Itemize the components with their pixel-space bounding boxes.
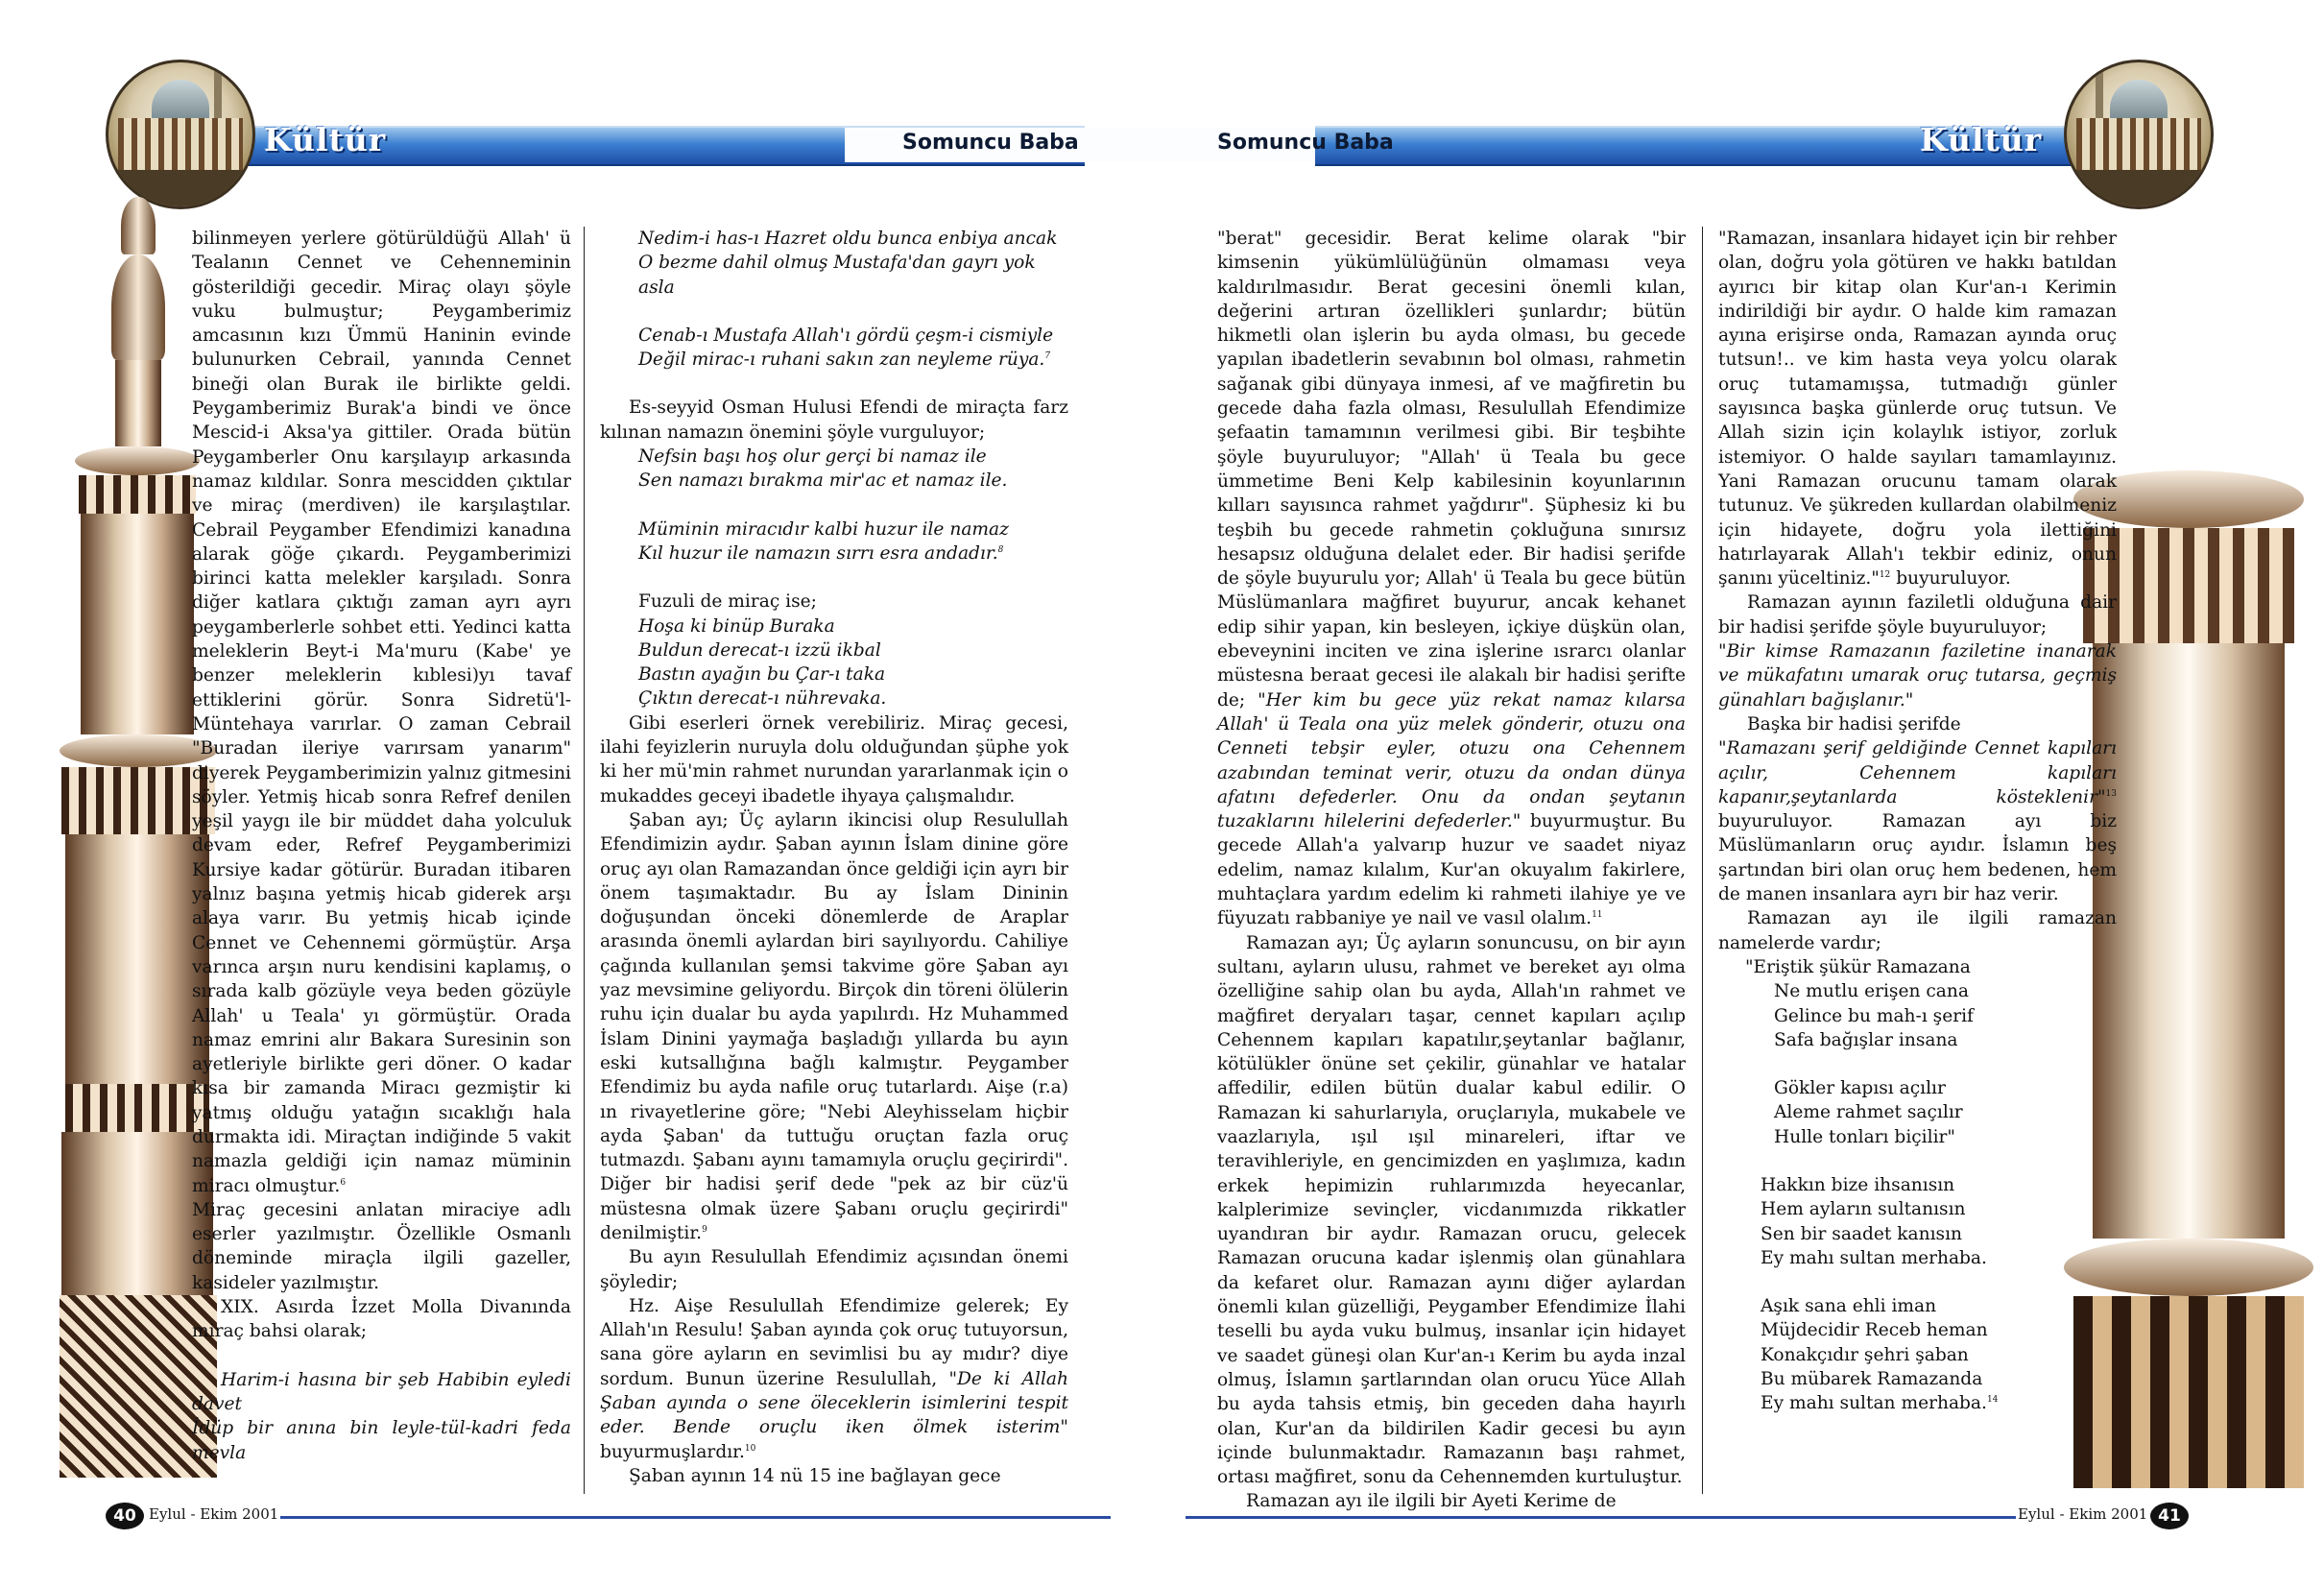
poem-line: Bu mübarek Ramazanda xyxy=(1761,1369,1983,1390)
magazine-name-right: Somuncu Baba xyxy=(1217,131,1394,155)
hadith-quote: "Bir kimse Ramazanın faziletine inanarak ve mükafatını umarak oruç tutarsa, geçmiş günahları bağışlanır." xyxy=(1718,641,2117,710)
poem-line: Gelince bu mah-ı şerif xyxy=(1774,1005,1974,1026)
footnote-mark: 10 xyxy=(744,1443,756,1454)
verse-line: Nedim-i has-ı Hazret oldu bunca enbiya ancak xyxy=(638,229,1058,249)
paragraph-osman-hulusi: Es-seyyid Osman Hulusi Efendi de miraçta farz kılınan namazın önemini şöyle vurguluyor; xyxy=(600,397,1068,443)
issue-date-left: Eylul - Ekim 2001 xyxy=(149,1505,279,1523)
verse-line: Bastın ayağın bu Çar-ı taka xyxy=(638,664,886,686)
text-column-1 xyxy=(192,227,571,1465)
verse-line: Buldun derecat-ı izzü ikbal xyxy=(638,639,881,661)
paragraph-berat-end: buyurmuştur. Bu gecede Allah'a yalvarıp huzur ve saadet niyaz edelim, namaz kılalım, Kur'an okuyalım fakirlere, muhtaçlara yardım edelim ki rahmeti ilahiye ye ve füyuzatı rabbaniye ye nail ve vasıl olalım. xyxy=(1217,811,1686,929)
poem-line: Aşık sana ehli iman xyxy=(1761,1296,1937,1317)
column-divider xyxy=(1702,227,1703,1494)
footnote-mark: 6 xyxy=(340,1177,347,1188)
paragraph-berat: "berat" gecesidir. Berat kelime olarak "bir kimsenin yükümlülüğünün olmaması veya kaldırılmasıdır. Berat gecesini önemli kılan, değerini artıran özellikleri şunlardır; bütün hikmetli olan işlerin bu ayda olması, bu gecede yapılan ibadetlerin sevabının bol olması, rahmetin sağanak gibi dünyaya inmesi, af ve mağfiretin bu gecede daha fazla olması, Resulullah Efendimize şefaatin tamamının verilmesi gibi. Bir teşbihte şöyle buyuruluyor; "Allah' ü Teala bu gece ümmetime Beni Kelp kabilesinin koyunlarının kılları sayısınca rahmet yağdırır". Şüphesiz ki bu teşbih bu gecede rahmetin çokluğuna sınırsız hesapsız olduğuna delalet eder. Bir hadisi şerifde de şöyle buyurulu yor; Allah' ü Teala bu gece bütün Müslümanlara mağfiret buyurur, ancak kehanet edip sihir yapan, kin besleyen, içkiye düşkün olan, ebeveynini inciten ve zina işlerine ısrarcı olanlar müstesna beraat gecesi ile alakalı bir hadisi şerifte de; xyxy=(1217,229,1686,710)
paragraph-miraciye: Miraç gecesini anlatan miraciye adlı eserler yazılmıştır. Özellikle Osmanlı döneminde miraçla ilgili gazeller, kasideler yazılmıştır. xyxy=(192,1199,571,1293)
text-column-4 xyxy=(1718,227,2117,1416)
paragraph-oruc: buyuruluyor. Ramazan ayı biz Müslümanların oruç ayıdır. İslamın beş şartından biri olan oruç hem bedenen, hem de manen insanlara ayrı bir haz verir. xyxy=(1718,811,2117,905)
text-column-3 xyxy=(1217,227,1686,1514)
paragraph-aisha-end: buyurmuşlardır. xyxy=(600,1441,745,1462)
footer-rule-left xyxy=(280,1516,1111,1519)
verse-line: Müminin miracıdır kalbi huzur ile namaz xyxy=(638,518,1009,540)
paragraph-izzet-molla: XIX. Asırda İzzet Molla Divanında miraç bahsi olarak; xyxy=(192,1297,571,1342)
poem-line: Gökler kapısı açılır xyxy=(1774,1078,1946,1099)
poem-line: Ey mahı sultan merhaba. xyxy=(1761,1393,1987,1414)
footnote-mark: 9 xyxy=(702,1224,707,1235)
section-title-left: Kültür xyxy=(264,121,387,158)
paragraph-berat-start: Şaban ayının 14 nü 15 ine bağlayan gece xyxy=(629,1465,1001,1486)
hadith-quote: "Ramazanı şerif geldiğinde Cennet kapıları açılır, Cehennem kapıları kapanır,şeytanlarda kösteklenir" xyxy=(1718,738,2117,807)
verse-intro: Fuzuli de miraç ise; xyxy=(638,591,817,613)
paragraph-ramadan: Ramazan ayı; Üç ayların sonuncusu, on bir ayın sultanı, ayların ulusu, rahmet ve bereket ayı olma özelliğine sahip olan bu ayda, Allah'ın rahmet ve mağfiret deryaları taşar, cennet kapıları açılıp Cehennem kapıları kapatılır,şeytanlar bağlanır, kötülükler önüne set çekilir, günahlar ve hatalar affedilir, edilen bütün dualar kabul edilir. O Ramazan ki sahurlarıyla, oruçlarıyla, mukabele ve vaazlarıyla, ışıl ışıl minareleri, iftar ve teravihleriyle, en gencimizden en yaşlımıza, kadın erkek hepimizin ruhlarımızda heyecanlar, kalplerimize sevinçler, vicdanımızda rikkatler uyandıran bir aydır. Ramazan orucu, gelecek Ramazan orucuna kadar işlenmiş olan günahlara da kefaret olur. Ramazan ayını diğer aylardan önemli kılan güzelliği, Peygamber Efendimize İlahi teselli bu ayda vuku bulmuş, insanlar için hidayet ve saadet güneşi olan Kur'an-ı Kerim bu ayda inzal olmuş, İslamın şartlarından olan orucu Yüce Allah bu ayda tahsis etmiş, bin geceden daha hayırlı olan, Kur'an da bildirilen Kadir gecesi bu ayın içinde bulunmaktadır. Ramazanın başı rahmet, ortası mağfiret, sonu da Cehennemden kurtuluştur. xyxy=(1217,932,1686,1488)
verse-line: Sen namazı bırakma mir'ac et namaz ile. xyxy=(638,470,1008,492)
text-column-2 xyxy=(600,227,1068,1488)
paragraph-aisha: Hz. Aişe Resulullah Efendimize gelerek; Ey Allah'ın Resulu! Şaban ayında çok oruç tutuyorsun, sana göre ayların en sevimlisi bu ay mıdır? diye sordum. Bunun üzerine Resulullah, xyxy=(600,1295,1068,1389)
footnote-mark: 14 xyxy=(1986,1395,1999,1406)
poem-line: Konakçıdır şehri şaban xyxy=(1761,1344,1969,1365)
paragraph-ayet-end: buyuruluyor. xyxy=(1890,568,2011,589)
footnote-mark: 12 xyxy=(1879,569,1891,580)
issue-date-right: Eylul - Ekim 2001 xyxy=(2018,1505,2148,1523)
verse-line: Hoşa ki binüp Buraka xyxy=(638,615,835,637)
poem-line: Müjdecidir Receb heman xyxy=(1761,1320,1988,1341)
mosque-emblem-left-icon xyxy=(106,60,255,209)
verse-line: Kıl huzur ile namazın sırrı esra andadır. xyxy=(638,542,998,564)
footnote-mark: 11 xyxy=(1592,910,1603,921)
mosque-emblem-right-icon xyxy=(2064,60,2214,209)
paragraph-miraj: bilinmeyen yerlere götürüldüğü Allah' ü Tealanın Cennet ve Cehenneminin gösterildiği gecedir. Miraç olayı şöyle vuku bulmuştur; Peygamberimiz amcasının kızı Ümmü Haninin evinde bulunurken Cebrail, yanında Cennet bineği olan Burak ile birlikte geldi. Peygamberimiz Burak'a bindi ve önce Mescid-i Aksa'ya gittiler. Orada bütün Peygamberler Onu karşılayıp arkasında namaz kıldılar. Sonra mescidden çıktılar ve miraç (merdiven) ile karşılaştılar. Cebrail Peygamber Efendimizi kanadına alarak göğe çıkardı. Peygamberimizi birinci katta melekler karşıladı. Sonra diğer katlara çıktığı zaman ayrı ayrı peygamberlerle sohbet etti. Yedinci katta meleklerin Beyt-i Ma'muru (Kabe' ye benzer meleklerin kıblesi)yı tavaf ettiklerini görür. Sonra Sidretü'l-Müntehaya varırlar. O zaman Cebrail "Buradan ileriye varırsam yanarım" diyerek Peygamberimizin yalnız gitmesini söyler. Yetmiş hicab sonra Refref denilen yeşil yaygı ile bir müddet daha yolculuk devam eder, Refref Peygamberimizi Kursiye kadar götürür. Buradan itibaren yalnız başına yetmiş hicab giderek arşı alaya varır. Bu yetmiş hicab içinde Cennet ve Cehennemi görmüştür. Arşa varınca arşın nuru kendisini kaplamış, o sırada kalb gözüyle veya beden gözüyle Allah' u Teala' yı görmüştür. Orada namaz emrini alır Bakara Suresinin son ayetleriyle birlikte geri döner. O kadar kısa bir zamanda Miracı gezmiştir ki yatmış olduğu yatağın sıcaklığı hala durmakta idi. Miraçtan indiğinde 5 vakit namazla geldiği için namaz müminin miracı olmuştur. xyxy=(192,229,571,1196)
paragraph-ayet: "Ramazan, insanlara hidayet için bir rehber olan, doğru yola götüren ve hakkı batıldan ayırıcı bir kitap olan Kur'an-ı Kerimin indirildiği bir aydır. O halde kim ramazan ayına erişirse onda, Ramazan ayında oruç tutsun!.. ve kim hasta veya yolcu olarak oruç tutamamışsa, tutmadığı günler sayısınca başka günlerde oruç tutsun. Ve Allah sizin için kolaylık istiyor, zorluk istemiyor. O halde sayıları tamamlayınız. Yani Ramazan orucunu tamam olarak tutunuz. Ve şükreden kullardan olabilmeniz için hidayete, doğru yola ilettiğini hatırlayarak Allah'ı tekbir ediniz, onun şanını yüceltiniz." xyxy=(1718,229,2117,589)
poem-line: Safa bağışlar insana xyxy=(1774,1029,1958,1050)
verse-line: Cenab-ı Mustafa Allah'ı gördü çeşm-i cismiyle xyxy=(638,325,1054,346)
paragraph-ayet-intro: Ramazan ayı ile ilgili bir Ayeti Kerime de xyxy=(1246,1491,1617,1512)
magazine-name-left: Somuncu Baba xyxy=(902,131,1079,155)
verse-line: Nefsin başı hoş olur gerçi bi namaz ile xyxy=(638,446,987,468)
poem-line: Hulle tonları biçilir" xyxy=(1774,1126,1955,1147)
column-divider xyxy=(584,227,585,1494)
poem-line: "Eriştik şükür Ramazana xyxy=(1745,956,1971,977)
hadith-quote: "Her kim bu gece yüz rekat namaz kılarsa Allah' ü Teala ona yüz melek gönderir, otuzu ona Cenneti tebşir eyler, otuzu ona Cehennem azabından teminat verir, otuzu da ondan dünya afatını defederler. Onu da ondan şeytanın tuzaklarını hilelerini defederler." xyxy=(1217,689,1686,832)
footnote-mark: 7 xyxy=(1044,351,1051,361)
verse-line: Değil mirac-ı ruhani sakın zan neyleme rüya. xyxy=(638,349,1045,371)
verse-line: Çıktın derecat-ı nührevaka. xyxy=(638,688,887,710)
poem-line: Ey mahı sultan merhaba. xyxy=(1761,1247,1987,1268)
paragraph-fazilet: Ramazan ayının faziletli olduğuna dair bir hadisi şerifde şöyle buyuruluyor; xyxy=(1718,592,2117,638)
paragraph-importance: Bu ayın Resulullah Efendimiz açısından önemi şöyledir; xyxy=(600,1247,1068,1292)
paragraph-shaban: Şaban ayı; Üç ayların ikincisi olup Resulullah Efendimizin aydır. Şaban ayının İslam dinine göre oruç ayı olan Ramazandan önce geldiği için ayrı bir önem taşımaktadır. Bu ay İslam Dininin doğuşundan önceki dönemlerde de Araplar arasında önemli aylardan biri sayılıyordu. Cahiliye çağında kullanılan şemsi takvime göre Şaban ayı yaz mevsimine geliyordu. Birçok din töreni ölülerin ruhu için dualar bu ayda yapılırdı. Hz Muhammed İslam Dinini yaymağa başladığı yıllarda bu ayın eski kutsallığına bağlı kalmıştır. Peygamber Efendimiz bu ayda nafile oruç tutarlardı. Aişe (r.a) ın rivayetlerine göre; "Nebi Aleyhisselam hiçbir ayda Şaban' da tuttuğu oruçtan fazla oruç tutmazdı. Şabanı ayını tamamıyla oruçlu geçirirdi". Diğer bir hadisi şerif dede "pek az bir cüz'ü müstesna olmak üzere Şabanı oruçlu geçirirdi" denilmiştir. xyxy=(600,809,1068,1243)
verse-line: Harim-i hasına bir şeb Habibin eyledi davet xyxy=(192,1369,571,1414)
hadith-quote: "De ki Allah Şaban ayında o sene öleceklerin isimlerini tespit eder. Bende oruçlu iken ölmek isterim" xyxy=(600,1368,1068,1438)
verse-line: İdüp bir anına bin leyle-tül-kadri feda mevla xyxy=(192,1418,571,1463)
page-number-right: 41 xyxy=(2150,1503,2189,1529)
footnote-mark: 13 xyxy=(2105,788,2117,799)
poem-line: Ne mutlu erişen cana xyxy=(1774,981,1969,1002)
footer-rule-right xyxy=(1186,1516,2016,1519)
poem-line: Aleme rahmet saçılır xyxy=(1774,1102,1963,1123)
verse-line: O bezme dahil olmuş Mustafa'dan gayrı yok asla xyxy=(638,253,1036,298)
poem-line: Hakkın bize ihsanısın xyxy=(1761,1174,1955,1195)
page-number-left: 40 xyxy=(106,1503,144,1529)
footnote-mark: 8 xyxy=(997,544,1004,555)
section-title-right: Kültür xyxy=(1920,121,2043,158)
poem-line: Sen bir saadet kanısın xyxy=(1761,1223,1963,1244)
paragraph-miraj-night: Gibi eserleri örnek verebiliriz. Miraç gecesi, ilahi feyizlerin nuruyla dolu olduğundan şüphe yok ki her mü'min rahmet nurundan yararlanmak için o mukaddes geceyi ibadetle ihyaya çalışmalıdır. xyxy=(600,712,1068,806)
paragraph-baska-hadis: Başka bir hadisi şerifde xyxy=(1747,713,1961,734)
paragraph-namelere: Ramazan ayı ile ilgili ramazan namelerde vardır; xyxy=(1718,908,2117,953)
poem-line: Hem ayların sultanısın xyxy=(1761,1199,1966,1220)
